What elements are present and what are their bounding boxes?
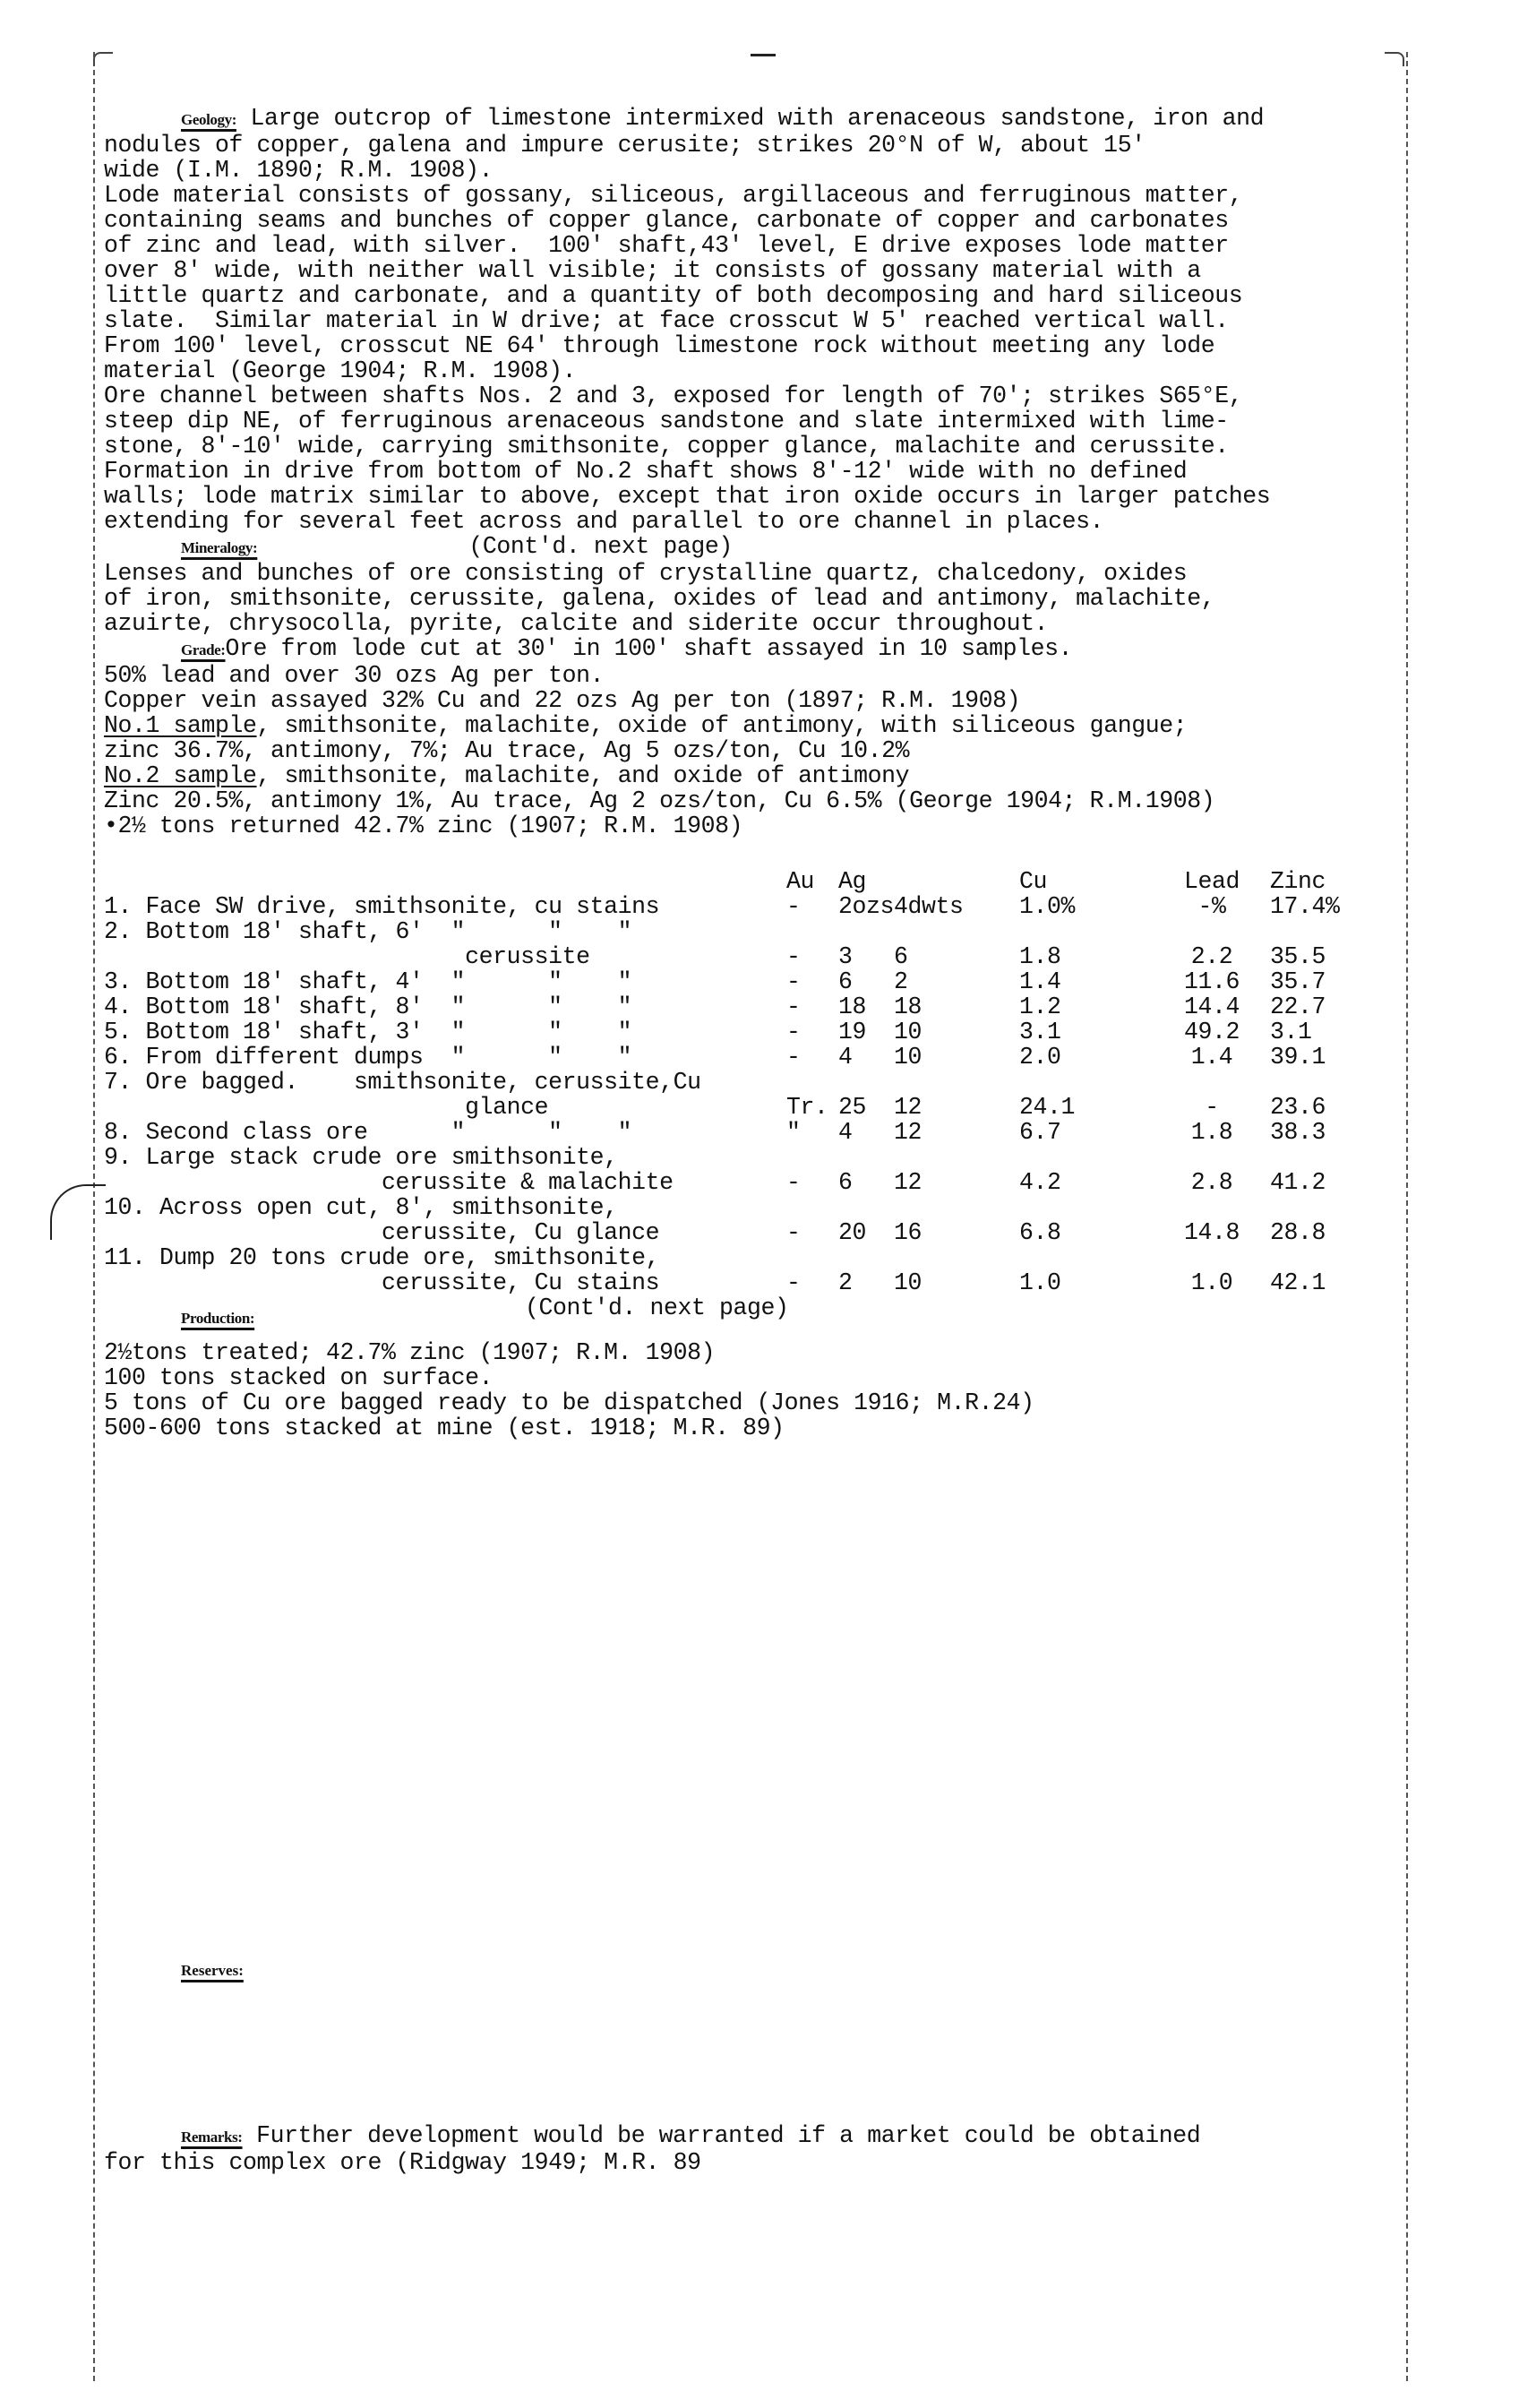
- sample-1-label: No.1 sample: [104, 712, 257, 739]
- cell-zinc: 35.7: [1270, 968, 1326, 995]
- cell-zinc: 22.7: [1270, 993, 1326, 1020]
- sample-1-values: zinc 36.7%, antimony, 7%; Au trace, Ag 5 ozs/ton, Cu 10.2%: [104, 737, 910, 764]
- assay-table-row: [104, 1120, 1351, 1145]
- cell-zinc: 35.5: [1270, 943, 1326, 970]
- sample-description: 10. Across open cut, 8', smithsonite,: [104, 1194, 618, 1221]
- text-line: of iron, smithsonite, cerussite, galena, oxides of lead and antimony, malachite,: [104, 585, 1215, 612]
- sample-description: 5. Bottom 18' shaft, 3' " " ": [104, 1019, 632, 1045]
- cell-cu: 3.1: [1019, 1019, 1061, 1045]
- cell-agd: 10: [894, 1044, 923, 1071]
- sample-2-line: [104, 763, 1394, 788]
- cell-zinc: 23.6: [1270, 1094, 1326, 1121]
- cell-lead: 1.4: [1190, 1044, 1233, 1071]
- mineralogy-heading: Mineralogy:: [181, 539, 258, 556]
- assay-table-row: [104, 1019, 1351, 1045]
- sample-1-line: [104, 713, 1394, 738]
- sample-description: 8. Second class ore " " ": [104, 1119, 632, 1146]
- sample-description: 7. Ore bagged. smithsonite, cerussite,Cu: [104, 1069, 701, 1096]
- cell-ag: 20: [838, 1219, 867, 1246]
- text-line: Large outcrop of limestone intermixed with arenaceous sandstone, iron and: [250, 105, 1265, 132]
- cell-lead: 14.4: [1184, 993, 1240, 1020]
- production-heading: Production:: [181, 1310, 255, 1327]
- text-line: Further development would be warranted if a market could be obtained: [256, 2122, 1201, 2149]
- cell-zinc: 39.1: [1270, 1044, 1326, 1071]
- text-line: walls; lode matrix similar to above, except that iron oxide occurs in larger patches: [104, 483, 1271, 510]
- assay-table-row: [104, 969, 1351, 994]
- cell-agd: 4dwts: [894, 893, 964, 920]
- cell-au: -: [786, 1219, 801, 1246]
- mineralogy-heading-line: [104, 534, 1394, 561]
- text-line: steep dip NE, of ferruginous arenaceous sandstone and slate intermixed with lime-: [104, 408, 1229, 434]
- sample-description: 11. Dump 20 tons crude ore, smithsonite,: [104, 1244, 660, 1271]
- cell-ag: 6: [838, 968, 853, 995]
- cell-agd: 18: [894, 993, 923, 1020]
- reserves-section: [181, 1962, 244, 1980]
- assay-table-row: [104, 1170, 1351, 1195]
- text-line: 2½tons treated; 42.7% zinc (1907; R.M. 1908): [104, 1339, 716, 1366]
- cell-au: -: [786, 1269, 801, 1296]
- sample-description: cerussite & malachite: [104, 1169, 674, 1196]
- sample-description: 9. Large stack crude ore smithsonite,: [104, 1144, 618, 1171]
- assay-table-row: [104, 894, 1351, 919]
- assay-table: [104, 869, 1351, 1295]
- assay-table-row: [104, 1070, 1351, 1095]
- document-body: [104, 106, 1394, 1440]
- col-header-au: Au: [786, 868, 815, 895]
- cell-agd: 16: [894, 1219, 923, 1246]
- cell-cu: 1.8: [1019, 943, 1061, 970]
- cell-zinc: 17.4%: [1270, 893, 1340, 920]
- cell-ag: 4: [838, 1119, 853, 1146]
- text-line: nodules of copper, galena and impure cerusite; strikes 20°N of W, about 15': [104, 132, 1146, 159]
- cell-agd: 12: [894, 1169, 923, 1196]
- grade-first-line: [104, 636, 1394, 663]
- sample-description: 4. Bottom 18' shaft, 8' " " ": [104, 993, 632, 1020]
- text-line: •2½ tons returned 42.7% zinc (1907; R.M. 1908): [104, 813, 743, 839]
- text-line: for this complex ore (Ridgway 1949; M.R. 89: [104, 2149, 701, 2176]
- cell-ag: 3: [838, 943, 853, 970]
- top-mark: [751, 54, 776, 56]
- cell-cu: 1.4: [1019, 968, 1061, 995]
- assay-table-row: [104, 1145, 1351, 1170]
- text-line: of zinc and lead, with silver. 100' shaft,43' level, E drive exposes lode matter: [104, 232, 1229, 259]
- page-corner-top-left: [93, 52, 113, 66]
- cell-lead: 2.8: [1190, 1169, 1233, 1196]
- cell-cu: 1.0%: [1019, 893, 1076, 920]
- cell-agd: 12: [894, 1119, 923, 1146]
- cell-lead: -%: [1197, 893, 1226, 920]
- text-line: 100 tons stacked on surface.: [104, 1364, 493, 1391]
- cell-agd: 12: [894, 1094, 923, 1121]
- cell-cu: 24.1: [1019, 1094, 1076, 1121]
- text-line: 5 tons of Cu ore bagged ready to be dispatched (Jones 1916; M.R.24): [104, 1389, 1034, 1416]
- assay-table-row: [104, 1220, 1351, 1245]
- text-line: Copper vein assayed 32% Cu and 22 ozs Ag per ton (1897; R.M. 1908): [104, 687, 1021, 714]
- cell-agd: 2: [894, 968, 908, 995]
- text-line: Formation in drive from bottom of No.2 shaft shows 8'-12' wide with no defined: [104, 458, 1188, 485]
- cell-ag: 4: [838, 1044, 853, 1071]
- assay-table-row: [104, 944, 1351, 969]
- remarks-first-line: [104, 2123, 1394, 2150]
- cell-au: -: [786, 993, 801, 1020]
- assay-table-row: [104, 919, 1351, 944]
- text-line: extending for several feet across and parallel to ore channel in places.: [104, 508, 1104, 535]
- sample-description: 3. Bottom 18' shaft, 4' " " ": [104, 968, 632, 995]
- cell-au: -: [786, 1169, 801, 1196]
- cell-au: Tr.: [786, 1094, 828, 1121]
- cell-ag: 18: [838, 993, 867, 1020]
- assay-table-row: [104, 1195, 1351, 1220]
- cell-au: ": [786, 1119, 801, 1146]
- cell-ag: 6: [838, 1169, 853, 1196]
- text-line: slate. Similar material in W drive; at face crosscut W 5' reached vertical wall.: [104, 307, 1229, 334]
- assay-table-row: [104, 1270, 1351, 1295]
- col-header-lead: Lead: [1184, 868, 1240, 895]
- sample-2-label: No.2 sample: [104, 762, 257, 789]
- cell-zinc: 42.1: [1270, 1269, 1326, 1296]
- cell-cu: 2.0: [1019, 1044, 1061, 1071]
- geology-first-line: [104, 106, 1394, 133]
- text-line: From 100' level, crosscut NE 64' through limestone rock without meeting any lode: [104, 332, 1215, 359]
- text-line: , smithsonite, malachite, oxide of antimony, with siliceous gangue;: [256, 712, 1188, 739]
- assay-table-header: [104, 869, 1351, 894]
- cell-cu: 1.0: [1019, 1269, 1061, 1296]
- text-line: Lenses and bunches of ore consisting of crystalline quartz, chalcedony, oxides: [104, 560, 1188, 587]
- sample-description: 2. Bottom 18' shaft, 6' " " ": [104, 918, 632, 945]
- text-line: containing seams and bunches of copper glance, carbonate of copper and carbonates: [104, 207, 1229, 234]
- text-line: little quartz and carbonate, and a quantity of both decomposing and hard siliceous: [104, 282, 1243, 309]
- cell-zinc: 38.3: [1270, 1119, 1326, 1146]
- cell-lead: 49.2: [1184, 1019, 1240, 1045]
- cell-au: -: [786, 893, 801, 920]
- cell-lead: 14.8: [1184, 1219, 1240, 1246]
- text-line: azuirte, chrysocolla, pyrite, calcite and siderite occur throughout.: [104, 610, 1049, 637]
- geology-heading: Geology:: [181, 111, 236, 128]
- grade-section: [104, 636, 1394, 838]
- reserves-heading: Reserves:: [181, 1962, 244, 1979]
- cell-au: -: [786, 943, 801, 970]
- col-header-zinc: Zinc: [1270, 868, 1326, 895]
- margin-bracket: [50, 1184, 106, 1240]
- cell-lead: 11.6: [1184, 968, 1240, 995]
- text-line: Ore from lode cut at 30' in 100' shaft assayed in 10 samples.: [225, 635, 1073, 662]
- cell-zinc: 41.2: [1270, 1169, 1326, 1196]
- cell-ag: 2ozs: [838, 893, 895, 920]
- sample-2-values: Zinc 20.5%, antimony 1%, Au trace, Ag 2 ozs/ton, Cu 6.5% (George 1904; R.M.1908): [104, 787, 1215, 814]
- cell-au: -: [786, 1044, 801, 1071]
- text-line: material (George 1904; R.M. 1908).: [104, 357, 577, 384]
- sample-description: cerussite, Cu glance: [104, 1219, 660, 1246]
- cell-ag: 19: [838, 1019, 867, 1045]
- cell-cu: 6.7: [1019, 1119, 1061, 1146]
- cell-agd: 10: [894, 1019, 923, 1045]
- cell-cu: 1.2: [1019, 993, 1061, 1020]
- remarks-section: [104, 2123, 1394, 2175]
- cell-lead: 1.8: [1190, 1119, 1233, 1146]
- sample-description: 1. Face SW drive, smithsonite, cu stains: [104, 893, 660, 920]
- production-section: [104, 1304, 1394, 1440]
- cell-cu: 4.2: [1019, 1169, 1061, 1196]
- table-continued-note: (Cont'd. next page): [525, 1294, 789, 1321]
- cell-au: -: [786, 968, 801, 995]
- sample-description: 6. From different dumps " " ": [104, 1044, 632, 1071]
- text-line: stone, 8'-10' wide, carrying smithsonite, copper glance, malachite and cerussite.: [104, 433, 1229, 460]
- sample-description: cerussite, Cu stains: [104, 1269, 660, 1296]
- text-line: over 8' wide, with neither wall visible; it consists of gossany material with a: [104, 257, 1201, 284]
- cell-ag: 25: [838, 1094, 867, 1121]
- text-line: 50% lead and over 30 ozs Ag per ton.: [104, 662, 605, 689]
- text-line: Ore channel between shafts Nos. 2 and 3, exposed for length of 70'; strikes S65°E,: [104, 383, 1243, 409]
- text-line: Lode material consists of gossany, siliceous, argillaceous and ferruginous matter,: [104, 182, 1243, 209]
- cell-zinc: 28.8: [1270, 1219, 1326, 1246]
- cell-lead: 2.2: [1190, 943, 1233, 970]
- cell-ag: 2: [838, 1269, 853, 1296]
- assay-table-row: [104, 1095, 1351, 1120]
- page-corner-top-right: [1385, 52, 1404, 66]
- cell-agd: 10: [894, 1269, 923, 1296]
- assay-table-row: [104, 994, 1351, 1019]
- grade-heading: Grade:: [181, 641, 226, 658]
- assay-table-row: [104, 1045, 1351, 1070]
- cell-lead: -: [1205, 1094, 1219, 1121]
- text-line: 500-600 tons stacked at mine (est. 1918; M.R. 89): [104, 1415, 785, 1441]
- cell-cu: 6.8: [1019, 1219, 1061, 1246]
- text-line: , smithsonite, malachite, and oxide of antimony: [256, 762, 910, 789]
- col-header-cu: Cu: [1019, 868, 1048, 895]
- cell-agd: 6: [894, 943, 908, 970]
- sample-description: glance: [104, 1094, 549, 1121]
- sample-description: cerussite: [104, 943, 590, 970]
- geology-section: [104, 106, 1394, 534]
- assay-table-row: [104, 1245, 1351, 1270]
- col-header-ag: Ag: [838, 868, 867, 895]
- mineralogy-section: [104, 534, 1394, 636]
- cell-au: -: [786, 1019, 801, 1045]
- text-line: wide (I.M. 1890; R.M. 1908).: [104, 157, 493, 184]
- remarks-heading: Remarks:: [181, 2128, 243, 2146]
- cell-lead: 1.0: [1190, 1269, 1233, 1296]
- continued-note: (Cont'd. next page): [468, 533, 733, 560]
- cell-zinc: 3.1: [1270, 1019, 1312, 1045]
